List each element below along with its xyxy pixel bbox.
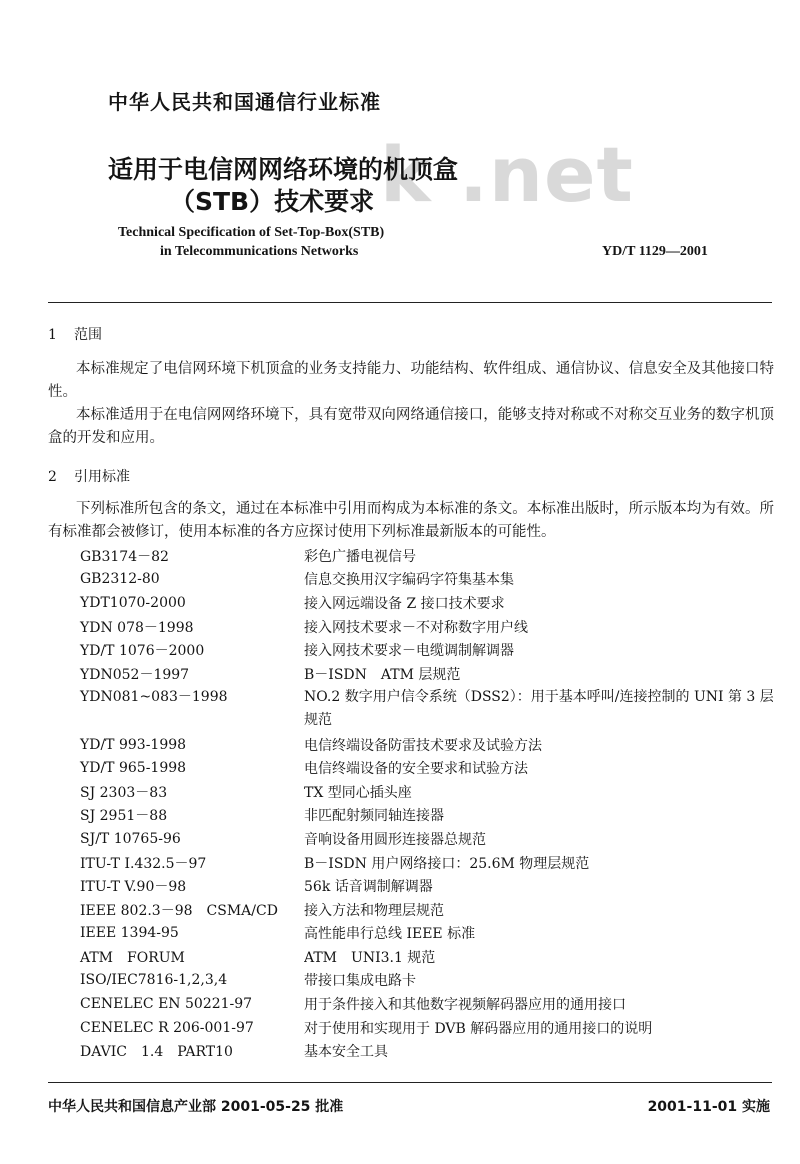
reference-code: CENELEC R 206-001-97 <box>80 1019 254 1036</box>
reference-title: 音响设备用圆形连接器总规范 <box>304 831 486 848</box>
section-title: 范围 <box>74 327 102 343</box>
title-en-line2: in Telecommunications Networks <box>160 244 359 259</box>
reference-row <box>80 544 780 568</box>
footer-divider <box>48 1082 772 1083</box>
approval-note: 中华人民共和国信息产业部 2001-05-25 批准 <box>48 1099 344 1115</box>
reference-code: YD/T 1076－2000 <box>80 643 205 660</box>
section-heading-1 <box>48 324 102 344</box>
standard-code: YD/T 1129—2001 <box>602 244 708 259</box>
reference-code: ISO/IEC7816-1,2,3,4 <box>80 972 228 989</box>
title-en-line1: Technical Specification of Set-Top-Box(STB) <box>118 225 385 240</box>
reference-title: 彩色广播电视信号 <box>304 548 416 565</box>
section-heading-2 <box>48 466 130 486</box>
section-2-paragraph-1: 下列标准所包含的条文，通过在本标准中引用而构成为本标准的条文。本标准出版时，所示版本均为有效。所有标准都会被修订，使用本标准的各方应探讨使用下列标准最新版本的可能性。 <box>48 501 774 540</box>
reference-code: YD/T 965-1998 <box>80 760 187 777</box>
reference-title: B－ISDN ATM 层规范 <box>304 666 461 683</box>
reference-code: GB3174－82 <box>80 548 169 565</box>
reference-row <box>80 922 780 946</box>
reference-row <box>80 756 780 780</box>
reference-title: 接入网远端设备 Z 接口技术要求 <box>304 595 505 612</box>
reference-title: 基本安全工具 <box>304 1044 388 1061</box>
reference-title: ATM UNI3.1 规范 <box>304 949 436 966</box>
reference-row <box>80 827 780 851</box>
reference-code: YDN052－1997 <box>80 666 190 683</box>
reference-title: 高性能串行总线 IEEE 标准 <box>304 926 476 943</box>
reference-title: 接入方法和物理层规范 <box>304 902 444 919</box>
section-number: 1 <box>48 327 57 343</box>
section-title: 引用标准 <box>74 469 130 485</box>
reference-code: ITU-T I.432.5－97 <box>80 855 207 872</box>
reference-row <box>80 662 780 686</box>
reference-title: 非匹配射频同轴连接器 <box>304 808 444 825</box>
reference-row <box>80 1016 780 1040</box>
reference-row <box>80 874 780 898</box>
section-1-paragraph-1: 本标准规定了电信网环境下机顶盒的业务支持能力、功能结构、软件组成、通信协议、信息安全及其他接口特性。 <box>48 361 774 400</box>
reference-row <box>80 804 780 828</box>
reference-code: ATM FORUM <box>80 949 185 966</box>
reference-code: YDN 078－1998 <box>80 619 194 636</box>
title-cn-line1: 适用于电信网网络环境的机顶盒 <box>108 155 459 184</box>
reference-code: SJ 2303－83 <box>80 784 168 801</box>
reference-row <box>80 851 780 875</box>
watermark: k .net <box>380 130 634 219</box>
section-1-paragraph-2: 本标准适用于在电信网网络环境下，具有宽带双向网络通信接口，能够支持对称或不对称交互业务的数字机顶盒的开发和应用。 <box>48 407 774 446</box>
reference-title: 接入网技术要求－不对称数字用户线 <box>304 619 528 636</box>
reference-list <box>80 544 780 1063</box>
standard-type: 中华人民共和国通信行业标准 <box>108 90 381 114</box>
reference-title: 接入网技术要求－电缆调制解调器 <box>304 643 514 660</box>
reference-row <box>80 615 780 639</box>
reference-code: GB2312-80 <box>80 571 160 588</box>
reference-title: 电信终端设备的安全要求和试验方法 <box>304 761 528 778</box>
reference-code: ITU-T V.90－98 <box>80 879 187 896</box>
reference-title: 56k 话音调制解调器 <box>304 879 433 896</box>
reference-code: IEEE 802.3－98 CSMA/CD <box>80 902 278 919</box>
reference-title: NO.2 数字用户信令系统（DSS2）：用于基本呼叫/连接控制的 UNI 第 3 层规范 <box>304 688 774 729</box>
reference-code: DAVIC 1.4 PART10 <box>80 1044 233 1061</box>
reference-row <box>80 591 780 615</box>
title-cn-line2: （STB）技术要求 <box>170 187 375 216</box>
reference-title: 带接口集成电路卡 <box>304 973 416 990</box>
reference-row <box>80 945 780 969</box>
reference-title: TX 型同心插头座 <box>304 784 412 801</box>
reference-code: CENELEC EN 50221-97 <box>80 996 253 1013</box>
reference-row <box>80 1039 780 1063</box>
reference-row <box>80 568 780 592</box>
reference-code: YD/T 993-1998 <box>80 736 187 753</box>
reference-row <box>80 638 780 662</box>
reference-row <box>80 780 780 804</box>
reference-row <box>80 898 780 922</box>
reference-title: 信息交换用汉字编码字符集基本集 <box>304 572 514 589</box>
reference-code: SJ/T 10765-96 <box>80 830 181 847</box>
reference-row <box>80 686 780 733</box>
header-divider <box>48 302 772 303</box>
reference-title: 对于使用和实现用于 DVB 解码器应用的通用接口的说明 <box>304 1020 653 1037</box>
reference-title: 用于条件接入和其他数字视频解码器应用的通用接口 <box>304 997 626 1014</box>
reference-title: 电信终端设备防雷技术要求及试验方法 <box>304 737 542 754</box>
reference-code: YDT1070-2000 <box>80 594 186 611</box>
reference-row <box>80 992 780 1016</box>
section-number: 2 <box>48 469 57 485</box>
reference-row <box>80 733 780 757</box>
reference-title: B－ISDN 用户网络接口：25.6M 物理层规范 <box>304 855 590 872</box>
reference-code: SJ 2951－88 <box>80 808 168 825</box>
implementation-date: 2001-11-01 实施 <box>647 1099 770 1115</box>
reference-row <box>80 969 780 993</box>
reference-code: YDN081~083－1998 <box>80 688 228 705</box>
reference-code: IEEE 1394-95 <box>80 925 179 942</box>
